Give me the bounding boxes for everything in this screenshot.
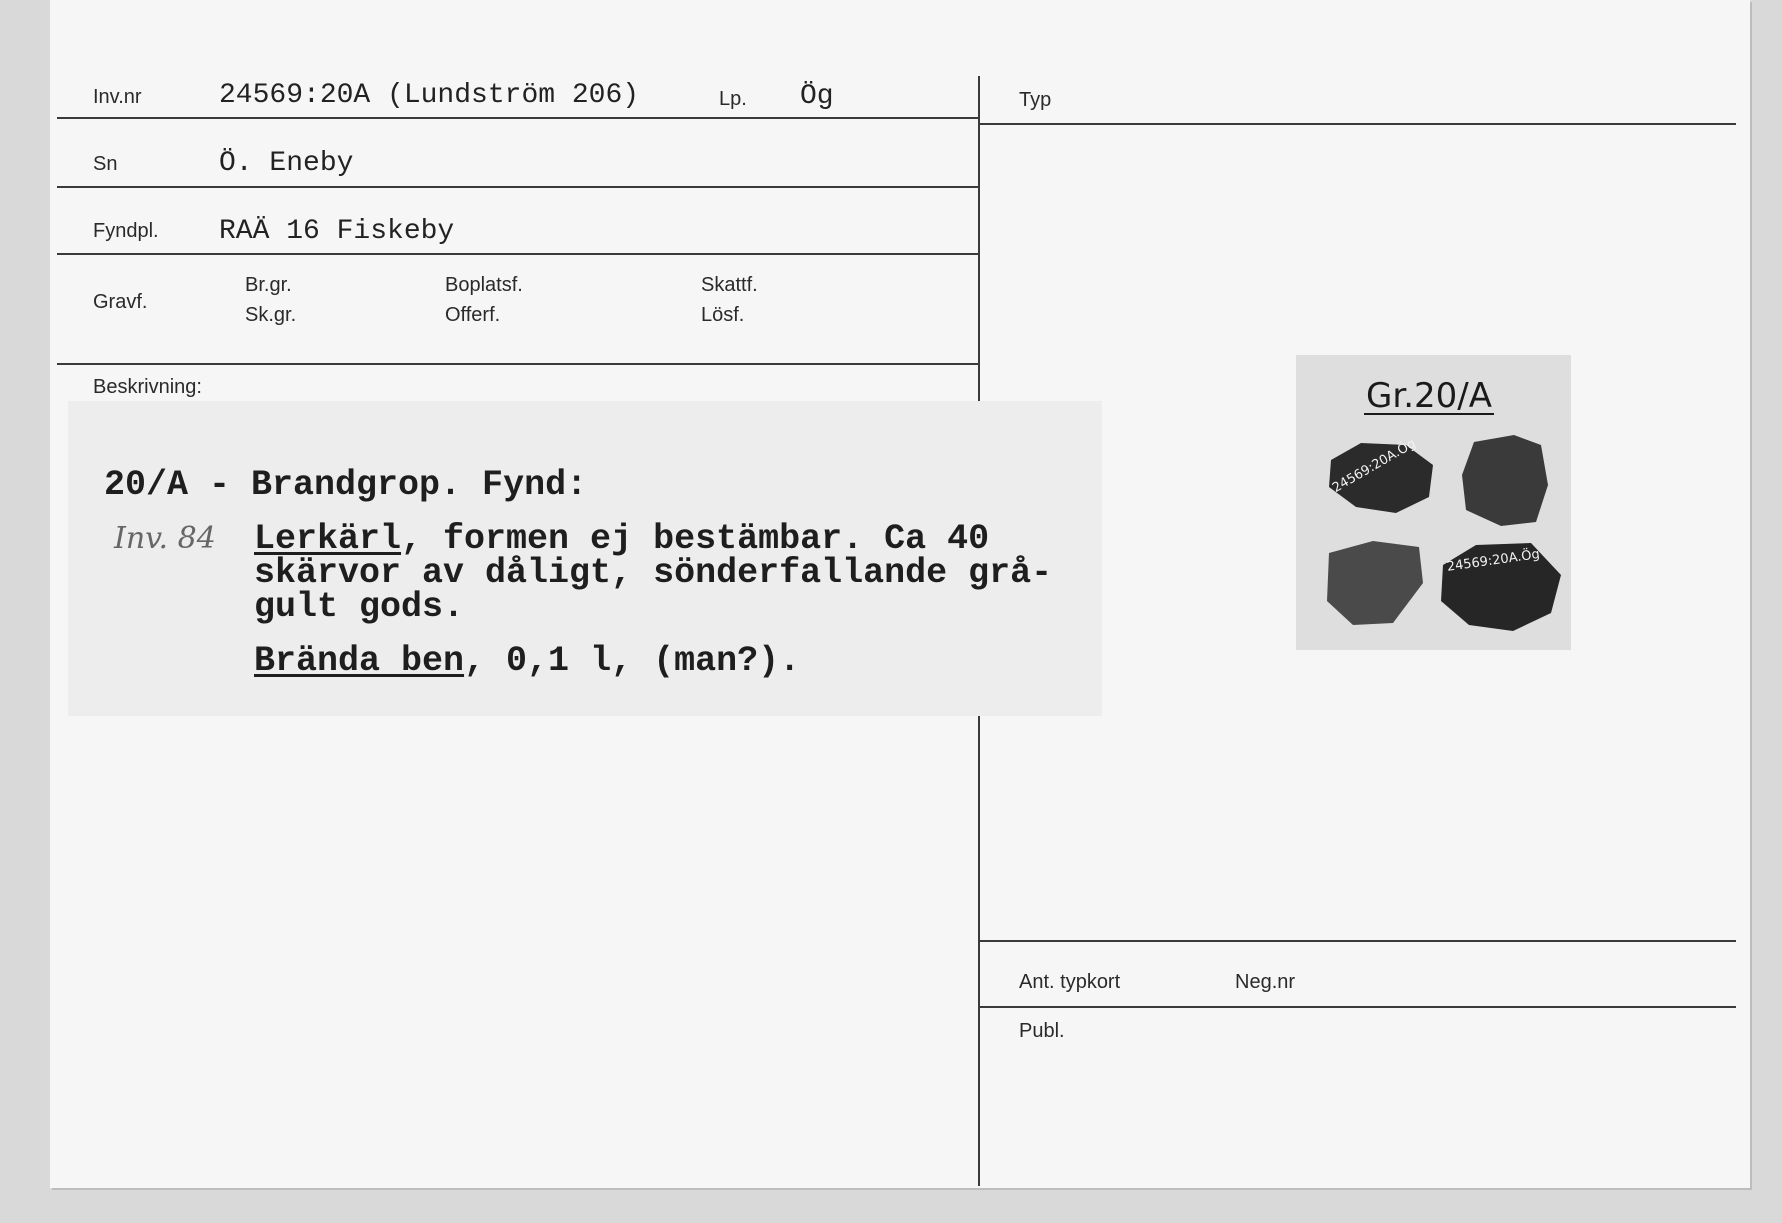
- br-gr-label: Br.gr.: [245, 274, 292, 296]
- sn-label: Sn: [93, 153, 118, 175]
- sn-value: Ö. Eneby: [219, 148, 354, 179]
- find-1-line-2: skärvor av dåligt, sönderfallande grå-: [254, 553, 1053, 593]
- sherd-bottom-right: [1431, 535, 1566, 635]
- find-1-line-3: gult gods.: [254, 587, 465, 627]
- divider-ant-typkort: [980, 940, 1736, 942]
- boplatsf-label: Boplatsf.: [445, 274, 523, 296]
- losf-label: Lösf.: [701, 304, 745, 326]
- inv-nr-value: 24569:20A (Lundström 206): [219, 80, 640, 111]
- fyndpl-label: Fyndpl.: [93, 220, 159, 242]
- description-slip: [68, 401, 1102, 716]
- skattf-label: Skattf.: [701, 274, 758, 296]
- divider-inv: [57, 117, 978, 119]
- gravf-label: Gravf.: [93, 291, 148, 313]
- divider-sn: [57, 186, 978, 188]
- sk-gr-label: Sk.gr.: [245, 304, 297, 326]
- divider-typ: [980, 123, 1736, 125]
- divider-publ: [980, 1006, 1736, 1008]
- sherd-top-right: [1456, 430, 1556, 530]
- sherd-number-2: 24569:20A.Ög: [1446, 546, 1541, 575]
- publ-label: Publ.: [1019, 1020, 1065, 1042]
- lp-label: Lp.: [719, 88, 747, 110]
- sherd-bottom-left: [1321, 535, 1431, 630]
- find-2-line: [254, 641, 800, 681]
- divider-gravf: [57, 363, 978, 365]
- photo-label: Gr.20/A: [1366, 376, 1492, 416]
- divider-fyndpl: [57, 253, 978, 255]
- description-heading: 20/A - Brandgrop. Fynd:: [104, 465, 588, 505]
- offerf-label: Offerf.: [445, 304, 501, 326]
- sherd-number-1: 24569:20A.Ög: [1330, 436, 1419, 496]
- handwritten-inventory-note: Inv. 84: [114, 521, 216, 556]
- find-2-rest: , 0,1 l, (man?).: [464, 641, 801, 681]
- lp-value: Ög: [800, 81, 834, 112]
- neg-nr-label: Neg.nr: [1235, 971, 1296, 993]
- ant-typkort-label: Ant. typkort: [1019, 971, 1121, 993]
- find-1-term: Lerkärl: [254, 519, 402, 559]
- typ-label: Typ: [1019, 89, 1052, 111]
- find-2-term: Brända ben: [254, 641, 465, 681]
- beskrivning-label: Beskrivning:: [93, 376, 202, 398]
- inv-nr-label: Inv.nr: [93, 86, 142, 108]
- artifact-photo: [1296, 355, 1571, 650]
- find-1-rest: , formen ej bestämbar. Ca 40: [401, 519, 990, 559]
- fyndpl-value: RAÄ 16 Fiskeby: [219, 216, 455, 247]
